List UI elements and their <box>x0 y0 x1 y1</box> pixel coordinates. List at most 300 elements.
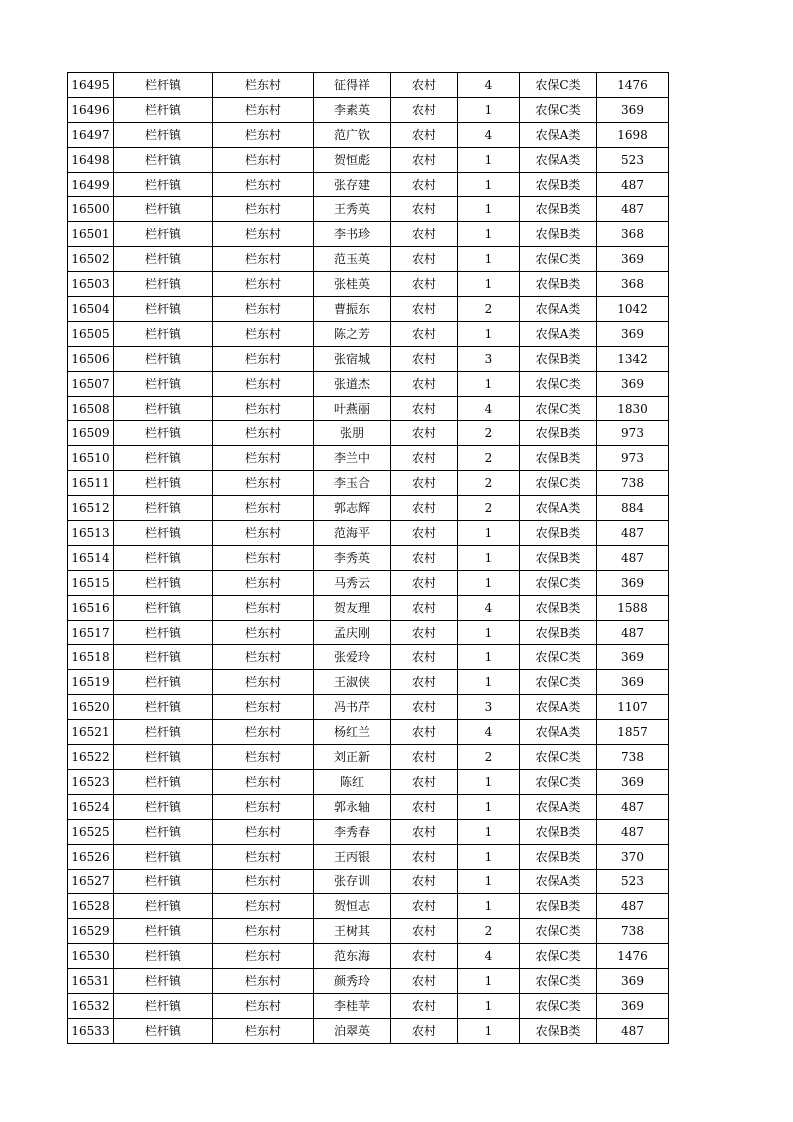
table-row <box>68 993 669 1018</box>
town-cell: 栏杆镇 <box>114 73 213 98</box>
village-cell: 栏东村 <box>213 819 314 844</box>
category-cell: 农保B类 <box>520 172 597 197</box>
village-cell: 栏东村 <box>213 720 314 745</box>
category-cell: 农保B类 <box>520 446 597 471</box>
member-count-cell: 1 <box>458 371 520 396</box>
town-cell: 栏杆镇 <box>114 969 213 994</box>
record-id-cell: 16533 <box>68 1018 114 1043</box>
town-cell: 栏杆镇 <box>114 620 213 645</box>
category-cell: 农保C类 <box>520 993 597 1018</box>
household-type-cell: 农村 <box>391 297 458 322</box>
data-table <box>67 72 669 1044</box>
category-cell: 农保A类 <box>520 122 597 147</box>
household-type-cell: 农村 <box>391 97 458 122</box>
household-type-cell: 农村 <box>391 496 458 521</box>
amount-cell: 1342 <box>597 346 669 371</box>
table-row <box>68 97 669 122</box>
household-type-cell: 农村 <box>391 720 458 745</box>
town-cell: 栏杆镇 <box>114 570 213 595</box>
category-cell: 农保C类 <box>520 471 597 496</box>
town-cell: 栏杆镇 <box>114 844 213 869</box>
household-type-cell: 农村 <box>391 645 458 670</box>
village-cell: 栏东村 <box>213 695 314 720</box>
table-row <box>68 595 669 620</box>
member-count-cell: 1 <box>458 247 520 272</box>
name-cell: 李玉合 <box>314 471 391 496</box>
village-cell: 栏东村 <box>213 272 314 297</box>
village-cell: 栏东村 <box>213 247 314 272</box>
village-cell: 栏东村 <box>213 321 314 346</box>
amount-cell: 884 <box>597 496 669 521</box>
amount-cell: 1476 <box>597 73 669 98</box>
member-count-cell: 1 <box>458 993 520 1018</box>
record-id-cell: 16531 <box>68 969 114 994</box>
amount-cell: 1698 <box>597 122 669 147</box>
village-cell: 栏东村 <box>213 396 314 421</box>
household-type-cell: 农村 <box>391 869 458 894</box>
household-type-cell: 农村 <box>391 73 458 98</box>
town-cell: 栏杆镇 <box>114 321 213 346</box>
member-count-cell: 1 <box>458 969 520 994</box>
amount-cell: 1476 <box>597 944 669 969</box>
member-count-cell: 4 <box>458 73 520 98</box>
category-cell: 农保C类 <box>520 944 597 969</box>
amount-cell: 1107 <box>597 695 669 720</box>
table-row <box>68 222 669 247</box>
member-count-cell: 2 <box>458 745 520 770</box>
record-id-cell: 16517 <box>68 620 114 645</box>
town-cell: 栏杆镇 <box>114 172 213 197</box>
town-cell: 栏杆镇 <box>114 720 213 745</box>
town-cell: 栏杆镇 <box>114 346 213 371</box>
category-cell: 农保B类 <box>520 844 597 869</box>
town-cell: 栏杆镇 <box>114 297 213 322</box>
amount-cell: 369 <box>597 769 669 794</box>
table-row <box>68 396 669 421</box>
household-type-cell: 农村 <box>391 122 458 147</box>
town-cell: 栏杆镇 <box>114 695 213 720</box>
amount-cell: 1830 <box>597 396 669 421</box>
household-type-cell: 农村 <box>391 471 458 496</box>
record-id-cell: 16501 <box>68 222 114 247</box>
table-row <box>68 670 669 695</box>
category-cell: 农保B类 <box>520 521 597 546</box>
village-cell: 栏东村 <box>213 894 314 919</box>
village-cell: 栏东村 <box>213 172 314 197</box>
table-row <box>68 346 669 371</box>
name-cell: 张宿城 <box>314 346 391 371</box>
town-cell: 栏杆镇 <box>114 197 213 222</box>
member-count-cell: 2 <box>458 421 520 446</box>
category-cell: 农保C类 <box>520 645 597 670</box>
name-cell: 曹振东 <box>314 297 391 322</box>
table-row <box>68 371 669 396</box>
table-row <box>68 197 669 222</box>
member-count-cell: 1 <box>458 645 520 670</box>
member-count-cell: 1 <box>458 769 520 794</box>
name-cell: 张爱玲 <box>314 645 391 670</box>
town-cell: 栏杆镇 <box>114 769 213 794</box>
town-cell: 栏杆镇 <box>114 869 213 894</box>
category-cell: 农保A类 <box>520 321 597 346</box>
record-id-cell: 16496 <box>68 97 114 122</box>
village-cell: 栏东村 <box>213 197 314 222</box>
record-id-cell: 16495 <box>68 73 114 98</box>
name-cell: 李素英 <box>314 97 391 122</box>
village-cell: 栏东村 <box>213 97 314 122</box>
category-cell: 农保C类 <box>520 670 597 695</box>
name-cell: 王淑侠 <box>314 670 391 695</box>
village-cell: 栏东村 <box>213 595 314 620</box>
table-row <box>68 421 669 446</box>
amount-cell: 1588 <box>597 595 669 620</box>
name-cell: 李兰中 <box>314 446 391 471</box>
name-cell: 杨红兰 <box>314 720 391 745</box>
table-row <box>68 844 669 869</box>
town-cell: 栏杆镇 <box>114 944 213 969</box>
name-cell: 贺恒志 <box>314 894 391 919</box>
category-cell: 农保B类 <box>520 197 597 222</box>
category-cell: 农保A类 <box>520 794 597 819</box>
name-cell: 王秀英 <box>314 197 391 222</box>
record-id-cell: 16532 <box>68 993 114 1018</box>
household-type-cell: 农村 <box>391 421 458 446</box>
member-count-cell: 2 <box>458 496 520 521</box>
table-row <box>68 297 669 322</box>
category-cell: 农保A类 <box>520 147 597 172</box>
amount-cell: 487 <box>597 1018 669 1043</box>
category-cell: 农保C类 <box>520 570 597 595</box>
town-cell: 栏杆镇 <box>114 97 213 122</box>
name-cell: 郭志辉 <box>314 496 391 521</box>
table-row <box>68 620 669 645</box>
table-row <box>68 521 669 546</box>
amount-cell: 369 <box>597 371 669 396</box>
village-cell: 栏东村 <box>213 471 314 496</box>
table-row <box>68 819 669 844</box>
record-id-cell: 16503 <box>68 272 114 297</box>
amount-cell: 738 <box>597 471 669 496</box>
name-cell: 李桂苹 <box>314 993 391 1018</box>
member-count-cell: 1 <box>458 794 520 819</box>
record-id-cell: 16524 <box>68 794 114 819</box>
member-count-cell: 1 <box>458 172 520 197</box>
amount-cell: 369 <box>597 570 669 595</box>
village-cell: 栏东村 <box>213 745 314 770</box>
name-cell: 李秀英 <box>314 545 391 570</box>
member-count-cell: 1 <box>458 570 520 595</box>
amount-cell: 487 <box>597 794 669 819</box>
member-count-cell: 1 <box>458 1018 520 1043</box>
record-id-cell: 16516 <box>68 595 114 620</box>
category-cell: 农保C类 <box>520 73 597 98</box>
town-cell: 栏杆镇 <box>114 595 213 620</box>
category-cell: 农保A类 <box>520 496 597 521</box>
town-cell: 栏杆镇 <box>114 521 213 546</box>
member-count-cell: 4 <box>458 122 520 147</box>
town-cell: 栏杆镇 <box>114 670 213 695</box>
member-count-cell: 4 <box>458 720 520 745</box>
amount-cell: 523 <box>597 869 669 894</box>
household-type-cell: 农村 <box>391 944 458 969</box>
household-type-cell: 农村 <box>391 521 458 546</box>
category-cell: 农保B类 <box>520 222 597 247</box>
town-cell: 栏杆镇 <box>114 919 213 944</box>
town-cell: 栏杆镇 <box>114 496 213 521</box>
amount-cell: 738 <box>597 919 669 944</box>
name-cell: 叶燕丽 <box>314 396 391 421</box>
name-cell: 泊翠英 <box>314 1018 391 1043</box>
member-count-cell: 4 <box>458 396 520 421</box>
record-id-cell: 16527 <box>68 869 114 894</box>
household-type-cell: 农村 <box>391 321 458 346</box>
household-type-cell: 农村 <box>391 919 458 944</box>
category-cell: 农保C类 <box>520 969 597 994</box>
category-cell: 农保B类 <box>520 421 597 446</box>
category-cell: 农保C类 <box>520 396 597 421</box>
name-cell: 范广钦 <box>314 122 391 147</box>
record-id-cell: 16497 <box>68 122 114 147</box>
table-row <box>68 695 669 720</box>
household-type-cell: 农村 <box>391 844 458 869</box>
village-cell: 栏东村 <box>213 869 314 894</box>
amount-cell: 369 <box>597 321 669 346</box>
village-cell: 栏东村 <box>213 769 314 794</box>
village-cell: 栏东村 <box>213 570 314 595</box>
record-id-cell: 16510 <box>68 446 114 471</box>
village-cell: 栏东村 <box>213 122 314 147</box>
village-cell: 栏东村 <box>213 794 314 819</box>
name-cell: 范东海 <box>314 944 391 969</box>
village-cell: 栏东村 <box>213 545 314 570</box>
member-count-cell: 1 <box>458 147 520 172</box>
table-row <box>68 570 669 595</box>
table-row <box>68 446 669 471</box>
amount-cell: 370 <box>597 844 669 869</box>
household-type-cell: 农村 <box>391 819 458 844</box>
member-count-cell: 1 <box>458 197 520 222</box>
household-type-cell: 农村 <box>391 894 458 919</box>
household-type-cell: 农村 <box>391 969 458 994</box>
town-cell: 栏杆镇 <box>114 993 213 1018</box>
table-row <box>68 321 669 346</box>
village-cell: 栏东村 <box>213 346 314 371</box>
household-type-cell: 农村 <box>391 247 458 272</box>
record-id-cell: 16505 <box>68 321 114 346</box>
record-id-cell: 16498 <box>68 147 114 172</box>
amount-cell: 368 <box>597 272 669 297</box>
record-id-cell: 16500 <box>68 197 114 222</box>
record-id-cell: 16514 <box>68 545 114 570</box>
household-type-cell: 农村 <box>391 147 458 172</box>
member-count-cell: 4 <box>458 595 520 620</box>
household-type-cell: 农村 <box>391 1018 458 1043</box>
category-cell: 农保A类 <box>520 720 597 745</box>
amount-cell: 487 <box>597 819 669 844</box>
household-type-cell: 农村 <box>391 172 458 197</box>
member-count-cell: 2 <box>458 919 520 944</box>
record-id-cell: 16519 <box>68 670 114 695</box>
name-cell: 孟庆刚 <box>314 620 391 645</box>
record-id-cell: 16515 <box>68 570 114 595</box>
village-cell: 栏东村 <box>213 421 314 446</box>
town-cell: 栏杆镇 <box>114 371 213 396</box>
amount-cell: 1857 <box>597 720 669 745</box>
name-cell: 李秀春 <box>314 819 391 844</box>
name-cell: 张存建 <box>314 172 391 197</box>
category-cell: 农保C类 <box>520 769 597 794</box>
member-count-cell: 3 <box>458 346 520 371</box>
category-cell: 农保A类 <box>520 869 597 894</box>
category-cell: 农保B类 <box>520 1018 597 1043</box>
record-id-cell: 16530 <box>68 944 114 969</box>
town-cell: 栏杆镇 <box>114 794 213 819</box>
table-row <box>68 869 669 894</box>
amount-cell: 1042 <box>597 297 669 322</box>
town-cell: 栏杆镇 <box>114 745 213 770</box>
table-row <box>68 919 669 944</box>
record-id-cell: 16511 <box>68 471 114 496</box>
village-cell: 栏东村 <box>213 297 314 322</box>
town-cell: 栏杆镇 <box>114 147 213 172</box>
name-cell: 范玉英 <box>314 247 391 272</box>
household-type-cell: 农村 <box>391 620 458 645</box>
table-row <box>68 247 669 272</box>
member-count-cell: 1 <box>458 894 520 919</box>
name-cell: 王丙银 <box>314 844 391 869</box>
table-row <box>68 794 669 819</box>
village-cell: 栏东村 <box>213 521 314 546</box>
village-cell: 栏东村 <box>213 670 314 695</box>
table-row <box>68 969 669 994</box>
category-cell: 农保C类 <box>520 919 597 944</box>
record-id-cell: 16512 <box>68 496 114 521</box>
table-row <box>68 545 669 570</box>
record-id-cell: 16502 <box>68 247 114 272</box>
amount-cell: 973 <box>597 446 669 471</box>
household-type-cell: 农村 <box>391 695 458 720</box>
category-cell: 农保B类 <box>520 272 597 297</box>
member-count-cell: 1 <box>458 321 520 346</box>
category-cell: 农保A类 <box>520 695 597 720</box>
record-id-cell: 16513 <box>68 521 114 546</box>
amount-cell: 487 <box>597 894 669 919</box>
category-cell: 农保B类 <box>520 819 597 844</box>
table-row <box>68 894 669 919</box>
amount-cell: 369 <box>597 97 669 122</box>
member-count-cell: 2 <box>458 446 520 471</box>
record-id-cell: 16509 <box>68 421 114 446</box>
table-row <box>68 272 669 297</box>
town-cell: 栏杆镇 <box>114 421 213 446</box>
village-cell: 栏东村 <box>213 993 314 1018</box>
member-count-cell: 1 <box>458 620 520 645</box>
table-row <box>68 496 669 521</box>
table-body <box>68 73 669 1044</box>
record-id-cell: 16522 <box>68 745 114 770</box>
category-cell: 农保C类 <box>520 97 597 122</box>
name-cell: 陈红 <box>314 769 391 794</box>
member-count-cell: 1 <box>458 819 520 844</box>
category-cell: 农保B类 <box>520 894 597 919</box>
name-cell: 王树其 <box>314 919 391 944</box>
town-cell: 栏杆镇 <box>114 545 213 570</box>
name-cell: 马秀云 <box>314 570 391 595</box>
name-cell: 郭永轴 <box>314 794 391 819</box>
household-type-cell: 农村 <box>391 222 458 247</box>
village-cell: 栏东村 <box>213 147 314 172</box>
town-cell: 栏杆镇 <box>114 1018 213 1043</box>
town-cell: 栏杆镇 <box>114 645 213 670</box>
category-cell: 农保B类 <box>520 620 597 645</box>
amount-cell: 487 <box>597 521 669 546</box>
village-cell: 栏东村 <box>213 919 314 944</box>
amount-cell: 369 <box>597 993 669 1018</box>
village-cell: 栏东村 <box>213 944 314 969</box>
household-type-cell: 农村 <box>391 545 458 570</box>
name-cell: 张存训 <box>314 869 391 894</box>
town-cell: 栏杆镇 <box>114 222 213 247</box>
town-cell: 栏杆镇 <box>114 247 213 272</box>
household-type-cell: 农村 <box>391 371 458 396</box>
village-cell: 栏东村 <box>213 73 314 98</box>
table-row <box>68 122 669 147</box>
member-count-cell: 1 <box>458 545 520 570</box>
record-id-cell: 16504 <box>68 297 114 322</box>
member-count-cell: 1 <box>458 521 520 546</box>
record-id-cell: 16507 <box>68 371 114 396</box>
table-row <box>68 645 669 670</box>
member-count-cell: 2 <box>458 297 520 322</box>
amount-cell: 369 <box>597 670 669 695</box>
name-cell: 刘正新 <box>314 745 391 770</box>
record-id-cell: 16518 <box>68 645 114 670</box>
name-cell: 张朋 <box>314 421 391 446</box>
household-type-cell: 农村 <box>391 595 458 620</box>
household-type-cell: 农村 <box>391 745 458 770</box>
household-type-cell: 农村 <box>391 769 458 794</box>
record-id-cell: 16521 <box>68 720 114 745</box>
category-cell: 农保C类 <box>520 371 597 396</box>
record-id-cell: 16508 <box>68 396 114 421</box>
table-row <box>68 147 669 172</box>
member-count-cell: 2 <box>458 471 520 496</box>
name-cell: 颜秀玲 <box>314 969 391 994</box>
amount-cell: 738 <box>597 745 669 770</box>
name-cell: 张道杰 <box>314 371 391 396</box>
amount-cell: 369 <box>597 969 669 994</box>
town-cell: 栏杆镇 <box>114 894 213 919</box>
name-cell: 李书珍 <box>314 222 391 247</box>
name-cell: 陈之芳 <box>314 321 391 346</box>
village-cell: 栏东村 <box>213 446 314 471</box>
amount-cell: 487 <box>597 545 669 570</box>
member-count-cell: 1 <box>458 97 520 122</box>
category-cell: 农保B类 <box>520 545 597 570</box>
record-id-cell: 16520 <box>68 695 114 720</box>
village-cell: 栏东村 <box>213 222 314 247</box>
member-count-cell: 1 <box>458 869 520 894</box>
category-cell: 农保B类 <box>520 346 597 371</box>
amount-cell: 487 <box>597 620 669 645</box>
table-row <box>68 745 669 770</box>
amount-cell: 973 <box>597 421 669 446</box>
table-row <box>68 1018 669 1043</box>
household-type-cell: 农村 <box>391 993 458 1018</box>
record-id-cell: 16499 <box>68 172 114 197</box>
category-cell: 农保C类 <box>520 247 597 272</box>
name-cell: 张桂英 <box>314 272 391 297</box>
